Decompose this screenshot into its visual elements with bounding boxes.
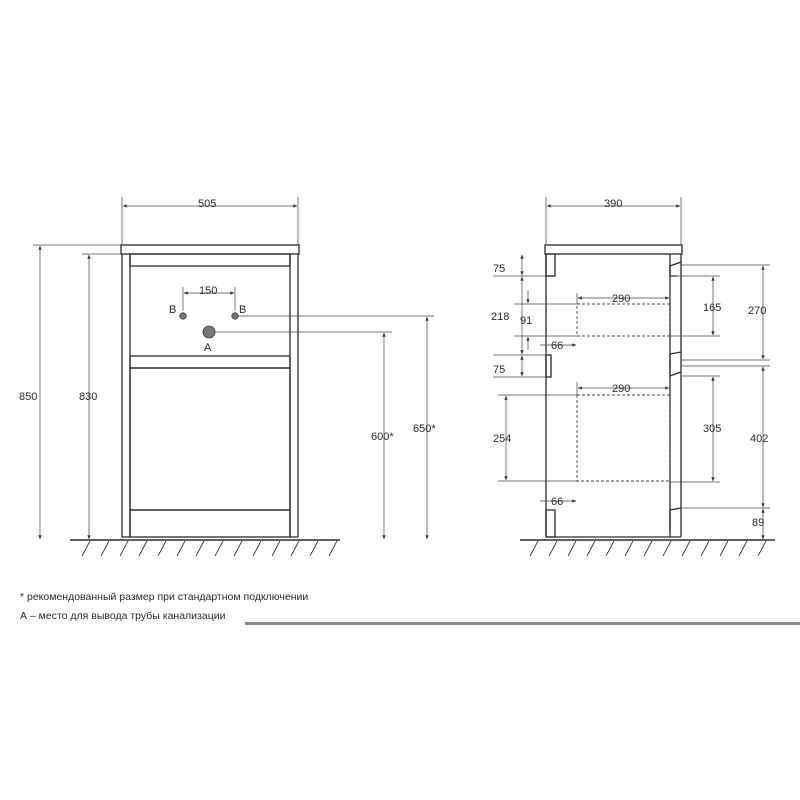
front-countertop xyxy=(121,245,299,254)
ground-hatch-stroke xyxy=(644,541,652,556)
ground-hatch-stroke xyxy=(663,541,671,556)
dim-390-text: 390 xyxy=(604,198,623,210)
dim-290-upper-text: 290 xyxy=(612,293,631,305)
ground-hatch-stroke xyxy=(120,541,128,556)
side-back-bracket-low xyxy=(670,508,681,533)
note-point-a: А – место для вывода трубы канализации xyxy=(20,610,226,622)
ground-hatch-stroke xyxy=(177,541,185,556)
side-back-bracket-mid xyxy=(670,352,681,376)
ground-hatch-stroke xyxy=(758,541,766,556)
ground-hatch-stroke xyxy=(701,541,709,556)
hole-b-left-marker xyxy=(180,313,186,319)
dim-254-text: 254 xyxy=(493,433,512,445)
ground-hatch-stroke xyxy=(272,541,280,556)
ground-hatch-stroke xyxy=(234,541,242,556)
ground-hatch-stroke xyxy=(739,541,747,556)
dim-600-text: 600* xyxy=(371,431,394,443)
ground-hatch-stroke xyxy=(158,541,166,556)
footer-divider xyxy=(245,622,800,625)
ground-hatch-stroke xyxy=(139,541,147,556)
dim-75-mid-text: 75 xyxy=(493,364,506,376)
front-middle-rail xyxy=(130,356,290,368)
ground-hatch-stroke xyxy=(196,541,204,556)
ground-hatch-stroke xyxy=(568,541,576,556)
front-ground-hatch xyxy=(82,541,337,556)
ground-hatch-stroke xyxy=(720,541,728,556)
dim-402-text: 402 xyxy=(750,433,769,445)
ground-hatch-stroke xyxy=(530,541,538,556)
side-top-rail-stub xyxy=(546,254,555,276)
dim-75-top-text: 75 xyxy=(493,263,506,275)
ground-hatch-stroke xyxy=(291,541,299,556)
dim-270-text: 270 xyxy=(748,305,767,317)
drain-point-label: A xyxy=(204,342,212,354)
front-top-rail xyxy=(130,254,290,266)
ground-hatch-stroke xyxy=(329,541,337,556)
side-upper-drawer xyxy=(577,304,670,336)
ground-hatch-stroke xyxy=(606,541,614,556)
drain-hole-marker xyxy=(203,326,215,338)
side-back-bracket-top xyxy=(670,262,681,276)
dim-305-text: 305 xyxy=(703,423,722,435)
front-view xyxy=(19,197,436,556)
side-countertop xyxy=(545,245,682,254)
hole-b-left-label: B xyxy=(169,304,177,316)
ground-hatch-stroke xyxy=(682,541,690,556)
ground-hatch-stroke xyxy=(587,541,595,556)
note-asterisk: * рекомендованный размер при стандартном подключении xyxy=(20,591,309,603)
side-ground-hatch xyxy=(530,541,766,556)
dim-66-upper-text: 66 xyxy=(551,340,564,352)
front-drawer-panel xyxy=(130,368,290,510)
dim-218-text: 218 xyxy=(491,311,510,323)
dim-150-text: 150 xyxy=(199,285,218,297)
dim-165-text: 165 xyxy=(703,302,722,314)
ground-hatch-stroke xyxy=(215,541,223,556)
ground-hatch-stroke xyxy=(253,541,261,556)
ground-hatch-stroke xyxy=(625,541,633,556)
side-mid-rail-stub xyxy=(546,355,551,377)
ground-hatch-stroke xyxy=(310,541,318,556)
dim-650-text: 650* xyxy=(413,423,436,435)
side-lower-drawer xyxy=(577,395,670,481)
dim-66-lower-text: 66 xyxy=(551,496,564,508)
hole-b-right-label: B xyxy=(239,304,247,316)
front-bottom-rail xyxy=(130,510,290,537)
dim-91-text: 91 xyxy=(520,315,533,327)
hole-b-right-marker xyxy=(232,313,238,319)
side-bottom-rail-stub xyxy=(546,510,555,537)
ground-hatch-stroke xyxy=(549,541,557,556)
ground-hatch-stroke xyxy=(101,541,109,556)
dim-89-text: 89 xyxy=(752,517,765,529)
dim-830-text: 830 xyxy=(79,391,98,403)
dim-505-text: 505 xyxy=(198,198,217,210)
dim-850-text: 850 xyxy=(19,391,38,403)
dim-290-lower-text: 290 xyxy=(612,383,631,395)
side-view xyxy=(491,197,775,556)
ground-hatch-stroke xyxy=(82,541,90,556)
